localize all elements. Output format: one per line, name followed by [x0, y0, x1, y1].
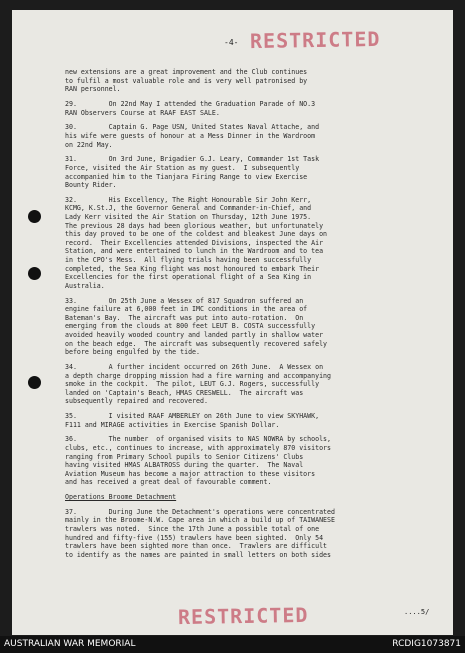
paragraph-list: [65, 68, 437, 487]
text-line: before being engulfed by the tide.: [65, 348, 200, 357]
text-line: engine failure at 6,000 feet in IMC conditions in the area of: [65, 305, 308, 314]
text-line: trawlers was noted. Since the 17th June a possible total of one: [65, 525, 320, 533]
text-line: this day proved to be one of the coldest and bleakest June days on: [65, 230, 328, 239]
text-line: Aviation Museum has become a major attraction to these visitors: [65, 469, 316, 478]
text-line: new extensions are a great improvement and the Club continues: [65, 68, 308, 76]
text-line: 37. During June the Detachment's operations were concentrated: [65, 507, 335, 516]
paragraph: [65, 363, 437, 406]
text-line: subsequently repaired and recovered.: [65, 397, 208, 406]
text-line: Force, visited the Air Station as my guest. I subsequently: [65, 163, 300, 172]
punch-hole-icon: [28, 376, 41, 389]
text-line: Excellencies for the first operational flight of a Sea King in: [65, 273, 312, 282]
text-line: Bounty Rider.: [65, 181, 117, 190]
text-line: KCMG, K.St.J, the Governor General and Commander-in-Chief, and: [65, 204, 312, 213]
text-line: a depth charge dropping mission had a fire warning and accompanying: [65, 371, 331, 380]
text-line: 29. On 22nd May I attended the Graduation Parade of NO.3: [65, 99, 316, 108]
text-line: emerging from the clouds at 800 feet LEUT B. COSTA successfully: [65, 322, 316, 331]
page-number: -4-: [224, 38, 239, 47]
paragraph: [65, 412, 437, 429]
punch-hole-icon: [28, 267, 41, 280]
text-line: RAN Observers Course at RAAF EAST SALE.: [65, 108, 220, 117]
text-line: having visited HMAS ALBATROSS during the quarter. The Naval: [65, 461, 304, 470]
paragraph: [65, 435, 437, 487]
text-line: avoided heavily wooded country and landed partly in shallow water: [65, 330, 324, 339]
paragraph: [65, 68, 437, 94]
text-line: smoke in the cockpit. The pilot, LEUT G.J. Rogers, successfully: [65, 380, 320, 389]
text-line: to identify as the names are painted in small letters on both sides: [65, 550, 331, 559]
text-line: Lady Kerr visited the Air Station on Thursday, 12th June 1975.: [65, 213, 312, 222]
text-line: The previous 28 days had been glorious weather, but unfortunately: [65, 221, 324, 230]
paragraph: [65, 196, 437, 291]
restricted-stamp-top: RESTRICTED: [249, 26, 381, 54]
text-line: 31. On 3rd June, Brigadier G.J. Leary, Commander 1st Task: [65, 155, 320, 164]
text-line: Bateman's Bay. The aircraft was put into auto-rotation. On: [65, 313, 304, 322]
text-line: completed, the Sea King flight was most honoured to embark Their: [65, 264, 320, 273]
archive-name: AUSTRALIAN WAR MEMORIAL: [4, 639, 136, 649]
text-line: Australia.: [65, 281, 105, 290]
text-line: trawlers have been sighted more than once. Trawlers are difficult: [65, 542, 328, 551]
text-line: in the CPO's Mess. All flying trials having been successfully: [65, 256, 312, 265]
text-line: clubs, etc., continues to increase, with approximately 870 visitors: [65, 444, 331, 453]
text-line: to fulfil a most valuable role and is very well patronised by: [65, 76, 308, 85]
document-page: [12, 10, 453, 635]
text-line: ranging from Primary School pupils to Senior Citizens' Clubs: [65, 452, 304, 461]
text-line: 33. On 25th June a Wessex of 817 Squadron suffered an: [65, 296, 304, 305]
text-line: and has received a great deal of favourable comment.: [65, 478, 272, 487]
text-line: 30. Captain G. Page USN, United States Naval Attache, and: [65, 123, 320, 132]
text-line: mainly in the Broome-N.W. Cape area in which a build up of TAIWANESE: [65, 516, 335, 525]
paragraph: [65, 297, 437, 357]
text-line: 32. His Excellency, The Right Honourable Sir John Kerr,: [65, 195, 312, 204]
continued-page-ref: ....5/: [404, 608, 430, 616]
punch-hole-icon: [28, 210, 41, 223]
text-line: on the beach edge. The aircraft was subsequently recovered safely: [65, 339, 328, 348]
text-line: F111 and MIRAGE activities in Exercise Spanish Dollar.: [65, 420, 280, 429]
text-line: 35. I visited RAAF AMBERLEY on 26th June to view SKYHAWK,: [65, 412, 320, 421]
text-line: Station, and were entertained to lunch in the Wardroom and to tea: [65, 247, 324, 256]
paragraph-37: [65, 508, 437, 560]
section-heading: Operations Broome Detachment: [65, 493, 177, 502]
text-line: 36. The number of organised visits to NAS NOWRA by schools,: [65, 435, 331, 444]
archive-reference: RCDIG1073871: [392, 639, 461, 649]
text-line: landed on 'Captain's Beach, HMAS CRESWELL. The aircraft was: [65, 388, 304, 397]
paragraph: [65, 123, 437, 149]
archive-footer-bar: [0, 636, 465, 653]
text-line: his wife were guests of honour at a Mess Dinner in the Wardroom: [65, 131, 316, 140]
text-line: on 22nd May.: [65, 140, 113, 149]
text-line: accompanied him to the Tianjara Firing Range to view Exercise: [65, 172, 308, 181]
text-line: hundred and fifty-five (155) trawlers have been sighted. Only 54: [65, 533, 324, 542]
paragraph: [65, 155, 437, 189]
text-line: RAN personnel.: [65, 85, 121, 94]
text-line: 34. A further incident occurred on 26th June. A Wessex on: [65, 362, 324, 371]
text-line: record. Their Excellencies attended Divisions, inspected the Air: [65, 238, 324, 247]
document-body: [65, 68, 437, 566]
paragraph: [65, 100, 437, 117]
restricted-stamp-bottom: RESTRICTED: [177, 602, 309, 630]
